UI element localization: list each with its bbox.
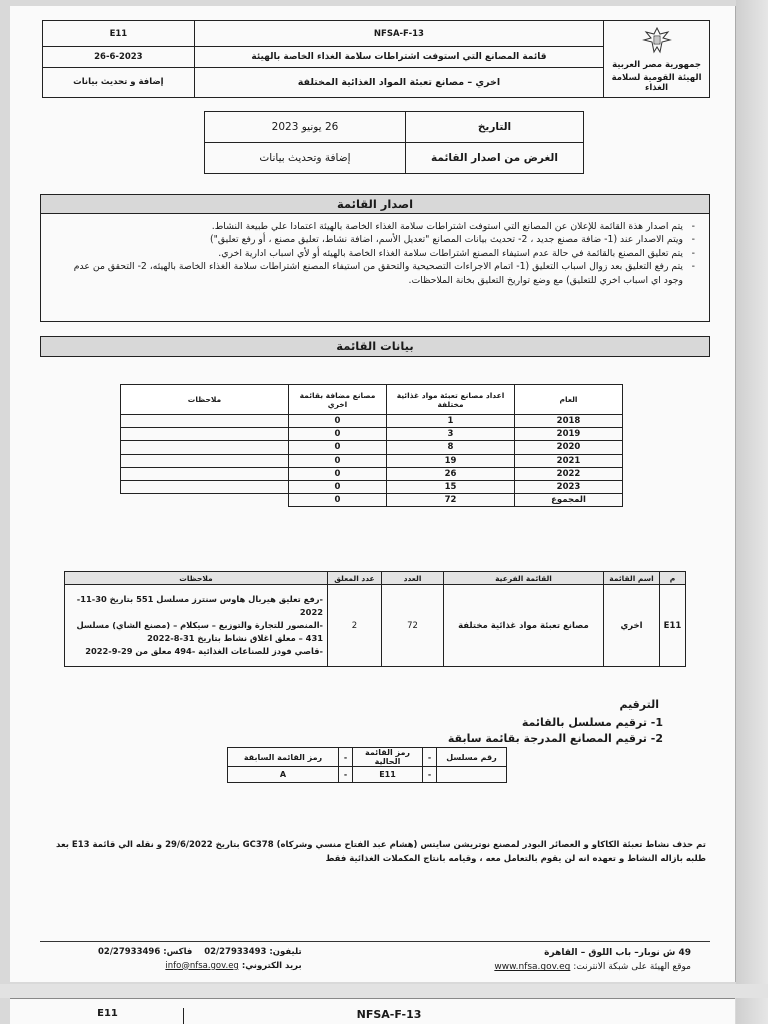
previous-code-header: رمز القائمة السابقة (228, 748, 339, 767)
count-cell: 26 (387, 467, 515, 480)
row-notes (65, 585, 328, 667)
serial-header: رقم مسلسل (437, 748, 507, 767)
note-line: -رفع تعليق هيربال هاوس سنترز مسلسل 551 بتاريخ 30-11-2022 (76, 594, 323, 618)
row-list-name: اخري (604, 585, 660, 667)
total-other: 0 (289, 494, 387, 507)
year-cell: 2019 (515, 428, 623, 441)
list-code: E11 (43, 21, 195, 47)
year-cell: 2023 (515, 480, 623, 493)
page-gap (0, 984, 768, 998)
next-page-form-number: NFSA-F-13 (356, 1008, 422, 1021)
notes-cell (121, 480, 289, 493)
numbering-item: 1- ترقيم مسلسل بالقائمة (521, 716, 663, 729)
issuance-item: - يتم تعليق المصنع بالقائمة في حالة عدم استيفاء المصنع اشتراطات سلامة الغذاء الخاصة بالهيئه أو لأي اسباب ادارية اخري. (61, 247, 695, 260)
document-page (10, 6, 735, 982)
col-year: العام (515, 385, 623, 415)
col-suspended: عدد المعلق (328, 572, 382, 585)
count-cell: 3 (387, 428, 515, 441)
year-cell: 2020 (515, 441, 623, 454)
other-cell: 0 (289, 467, 387, 480)
other-cell: 0 (289, 480, 387, 493)
table-row (65, 585, 686, 667)
page-edge-shadow (736, 0, 768, 1024)
row-suspended: 2 (328, 585, 382, 667)
notes-cell (121, 441, 289, 454)
email-label: بريد الكتروني: (241, 960, 302, 971)
date-value: 26 يونيو 2023 (205, 112, 406, 143)
other-cell: 0 (289, 454, 387, 467)
year-cell: 2021 (515, 454, 623, 467)
col-count: العدد (382, 572, 444, 585)
current-code-header: رمز القائمة الحالية (353, 748, 423, 767)
site-label: موقع الهيئة على شبكة الانترنت: (573, 962, 691, 973)
col-index: م (660, 572, 686, 585)
count-cell: 19 (387, 454, 515, 467)
notes-cell (121, 467, 289, 480)
org-logo-cell (604, 21, 710, 98)
site-link[interactable]: www.nfsa.gov.eg (494, 962, 571, 973)
table-row (121, 441, 623, 454)
purpose-label: الغرض من اصدار القائمة (406, 143, 584, 174)
eagle-emblem-icon (640, 25, 674, 55)
serial-table (227, 747, 507, 783)
total-count: 72 (387, 494, 515, 507)
total-notes (121, 494, 289, 507)
form-number: NFSA-F-13 (194, 21, 603, 47)
col-list-name: اسم القائمة (604, 572, 660, 585)
list-data-section-title: بيانات القائمة (40, 336, 710, 357)
count-cell: 15 (387, 480, 515, 493)
date-label: التاريخ (406, 112, 584, 143)
serial-separator: - (339, 748, 353, 767)
org-country: جمهورية مصر العربية (612, 60, 701, 70)
date-purpose-table (204, 111, 584, 174)
fax-value: 02/27933496 (98, 947, 161, 957)
count-cell: 1 (387, 415, 515, 428)
issuance-item: - يتم اصدار هذة القائمة للإعلان عن المصانع التي استوفت اشتراطات سلامة الغذاء الخاصة بالهيئة اعتمادا علي طبيعة النشاط. (61, 220, 695, 233)
row-code: E11 (660, 585, 686, 667)
notes-cell (121, 428, 289, 441)
serial-separator: - (423, 767, 437, 783)
list-details-table (64, 571, 686, 667)
table-row (121, 467, 623, 480)
org-name: الهيئة القومية لسلامة الغذاء (611, 73, 702, 93)
fax-label: فاكس: (163, 947, 193, 957)
footer-address-block (494, 946, 691, 975)
next-page-code: E11 (32, 1008, 184, 1024)
notes-cell (121, 415, 289, 428)
numbering-item: 2- ترقيم المصانع المدرجة بقائمة سابقة (447, 731, 663, 745)
issuance-section-title: اصدار القائمة (40, 194, 710, 214)
serial-separator: - (339, 767, 353, 783)
previous-code-value: A (228, 767, 339, 783)
col-sub-list: القائمة الفرعية (444, 572, 604, 585)
row-sub-list: مصانع تعبئة مواد غذائية مختلفة (444, 585, 604, 667)
notes-cell (121, 454, 289, 467)
list-purpose-short: إضافة و تحديث بيانات (43, 67, 195, 97)
footer-divider (40, 941, 710, 942)
removal-note: تم حذف نشاط تعبئة الكاكاو و العصائر البودر لمصنع نوتريشن سايتس (هشام عبد الفتاح منسي وشركاه) GC378 بتاريخ 29/6/2022 و نقله الي قائمة E13 بعد طلبه بازاله النشاط و تعهده انه لن يقوم بالتعامل معه ، وقيامه بانتاج المكملات الغذائية فقط (56, 840, 706, 864)
purpose-value: إضافة وتحديث بيانات (205, 143, 406, 174)
yearly-stats-table (120, 384, 623, 507)
note-line: -المنصور للتجارة والتوزيع – سيكلام – (مصنع الشاي) مسلسل 431 – معلق اغلاق نشاط بتاريخ 31-8-2022 (76, 620, 323, 643)
other-cell: 0 (289, 441, 387, 454)
footer-address: 49 ش نوبار– باب اللوق – القاهرة (544, 948, 691, 958)
count-cell: 8 (387, 441, 515, 454)
document-header (42, 20, 710, 98)
col-notes: ملاحظات (65, 572, 328, 585)
serial-separator: - (423, 748, 437, 767)
col-other: مصانع مضافة بقائمة اخري (289, 385, 387, 415)
footer-contact-block (98, 946, 302, 973)
numbering-title: الترقيم (619, 698, 659, 711)
other-cell: 0 (289, 428, 387, 441)
row-count: 72 (382, 585, 444, 667)
col-notes: ملاحظات (121, 385, 289, 415)
list-title: قائمة المصانع التي استوفت اشتراطات سلامة الغذاء الخاصة بالهيئة (194, 47, 603, 67)
total-label: المجموع (515, 494, 623, 507)
issuance-box (40, 214, 710, 322)
year-cell: 2022 (515, 467, 623, 480)
list-category: اخري – مصانع تعبئة المواد الغذائية المختلفة (194, 67, 603, 97)
current-code-value: E11 (353, 767, 423, 783)
table-row (121, 480, 623, 493)
issuance-item: - ويتم الاصدار عند (1- ضافة مصنع جديد ، 2- تحديث بيانات المصانع "تعديل الأسم، اضافة نشاط، تعليق مصنع ، أو رفع تعليق") (61, 233, 695, 246)
table-row (121, 428, 623, 441)
list-date: 26-6-2023 (43, 47, 195, 67)
phone-value: 02/27933493 (204, 947, 267, 957)
year-cell: 2018 (515, 415, 623, 428)
other-cell: 0 (289, 415, 387, 428)
table-row (121, 415, 623, 428)
phone-label: تليفون: (269, 947, 302, 957)
total-row (121, 494, 623, 507)
col-count: اعداد مصانع تعبئة مواد غذائية مختلفة (387, 385, 515, 415)
next-page-header (10, 998, 735, 1024)
serial-value (437, 767, 507, 783)
table-row (121, 454, 623, 467)
email-link[interactable]: info@nfsa.gov.eg (165, 960, 239, 971)
numbering-list (363, 715, 663, 747)
note-line: -قاصي فودز للصناعات الغذائية -494 معلق من 29-9-2022 (85, 645, 323, 656)
issuance-item: - يتم رفع التعليق بعد زوال اسباب التعليق (1- اتمام الاجراءات التصحيحية والتحقق من استيفاء المصنع اشتراطات سلامة الغذاء الخاصة بالهيئه، 2- التحقق من عدم وجود اي اسباب اخري للتعليق) مع وضع تواريخ التعليق بخانة الملاحظات. (61, 260, 695, 287)
